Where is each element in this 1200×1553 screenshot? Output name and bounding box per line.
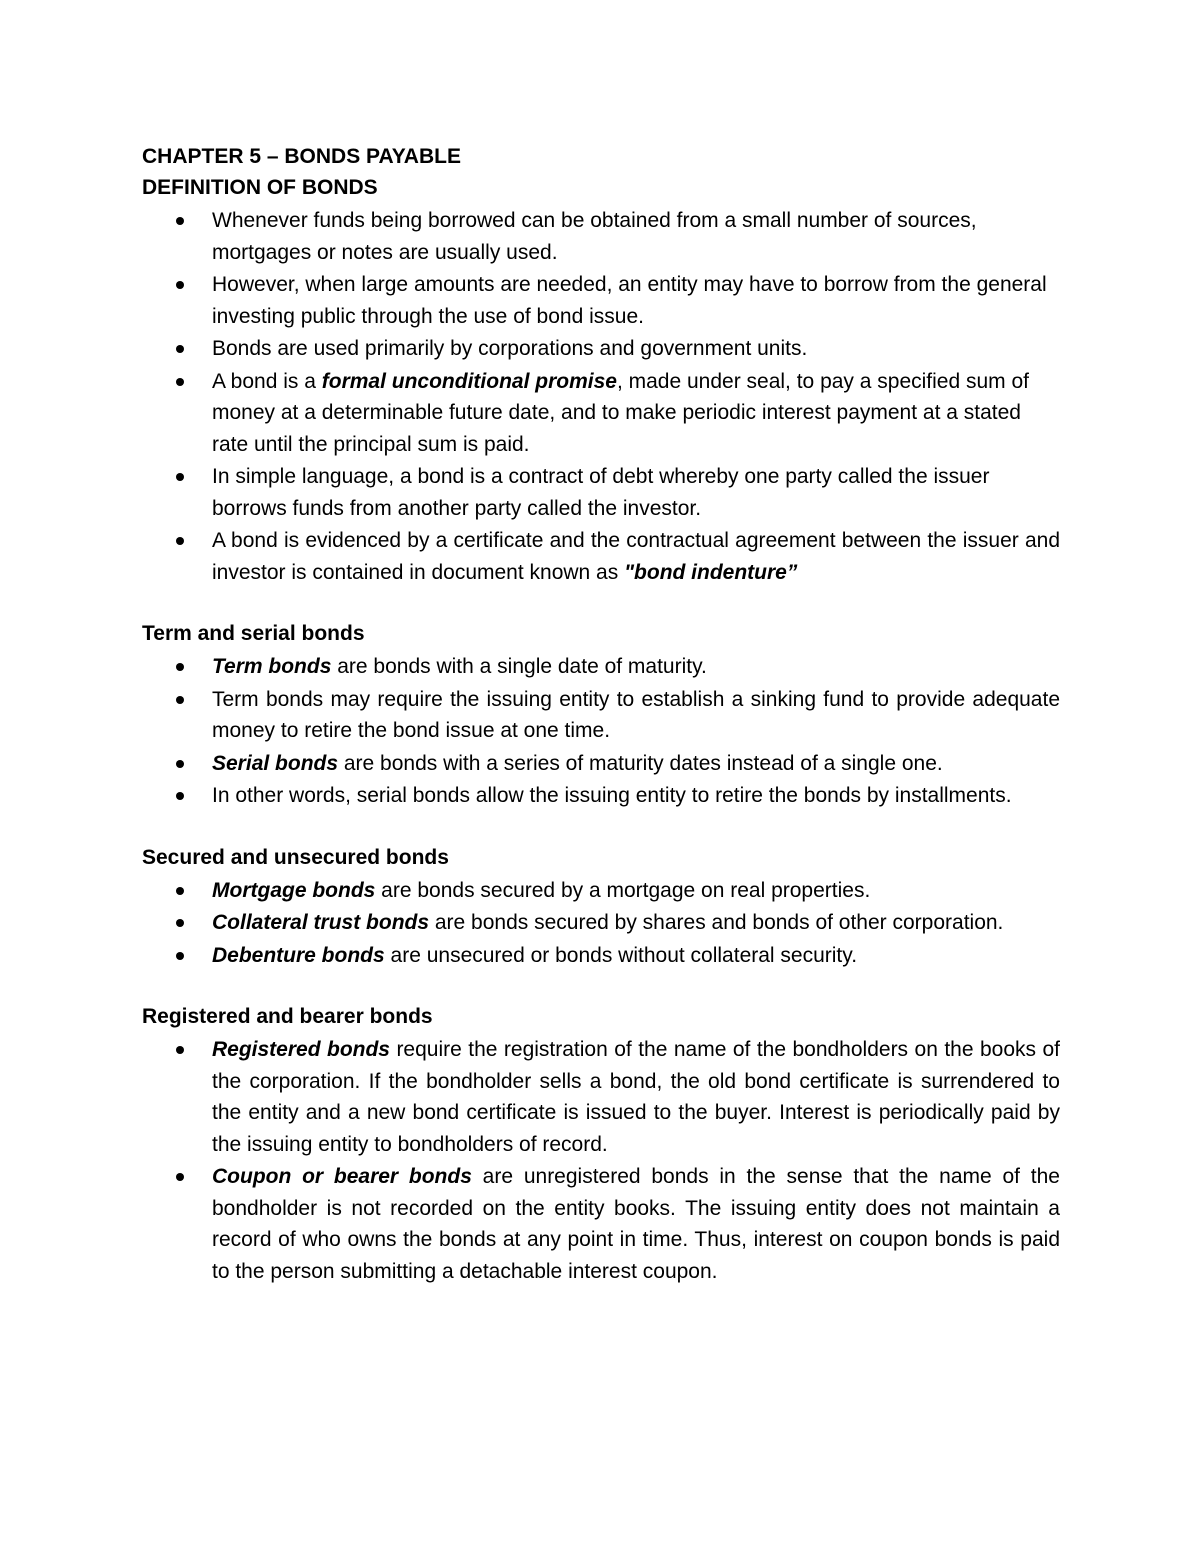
bullet-icon (176, 281, 184, 289)
section-heading-term-serial: Term and serial bonds (142, 622, 365, 645)
bullet-icon (176, 760, 184, 768)
section-heading-secured: Secured and unsecured bonds (142, 845, 449, 869)
list-item: Coupon or bearer bonds are unregistered bonds in the sense that the name of the bondholder is not recorded on the entity books. The issuing entity does not maintain a record of who owns the bonds at any point in time. Thus, interest on coupon bonds is paid to the person submitting a detachable interest coupon. (142, 1161, 1060, 1287)
list-item: Collateral trust bonds are bonds secured by shares and bonds of other corporation. (142, 907, 1060, 939)
section-heading-registered: Registered and bearer bonds (142, 1005, 433, 1028)
key-term: Debenture bonds (212, 943, 385, 967)
section-heading-definition: DEFINITION OF BONDS (142, 176, 378, 199)
section-registered (142, 1001, 1060, 1287)
list-item: A bond is evidenced by a certificate and the contractual agreement between the issuer and investor is contained in document known as "bond indenture” (142, 525, 1060, 588)
section-secured (142, 842, 1060, 972)
bullet-icon (176, 919, 184, 927)
key-term: Coupon or bearer bonds (212, 1165, 472, 1188)
key-term: formal unconditional promise (321, 369, 617, 393)
bullet-icon (176, 217, 184, 225)
bullet-icon (176, 952, 184, 960)
list-item: Term bonds may require the issuing entity to establish a sinking fund to provide adequate money to retire the bond issue at one time. (142, 684, 1060, 747)
bullet-icon (176, 792, 184, 800)
bullet-icon (176, 537, 184, 545)
bullet-icon (176, 345, 184, 353)
list-item: Debenture bonds are unsecured or bonds without collateral security. (142, 940, 1060, 972)
secured-list (142, 875, 1060, 972)
list-item: A bond is a formal unconditional promise, made under seal, to pay a specified sum of money at a determinable future date, and to make periodic interest payment at a stated rate until the principal sum is paid. (142, 366, 1060, 461)
key-term: Serial bonds (212, 751, 339, 775)
chapter-title: CHAPTER 5 – BONDS PAYABLE (142, 145, 461, 168)
list-item: Term bonds are bonds with a single date of maturity. (142, 651, 1060, 683)
definition-list (142, 205, 1060, 588)
list-item: Bonds are used primarily by corporations and government units. (142, 333, 1060, 365)
bullet-icon (176, 1046, 184, 1054)
key-term: Collateral trust bonds (212, 911, 430, 934)
list-item: However, when large amounts are needed, an entity may have to borrow from the general investing public through the use of bond issue. (142, 269, 1060, 332)
key-term: Registered bonds (212, 1038, 390, 1061)
bullet-icon (176, 1173, 184, 1181)
key-term: "bond indenture” (624, 560, 798, 584)
registered-list (142, 1034, 1060, 1287)
bullet-icon (176, 663, 184, 671)
list-item: In simple language, a bond is a contract of debt whereby one party called the issuer borrows funds from another party called the investor. (142, 461, 1060, 524)
section-definition (142, 141, 1060, 588)
list-item: In other words, serial bonds allow the issuing entity to retire the bonds by installments. (142, 780, 1060, 812)
bullet-icon (176, 473, 184, 481)
document-content (142, 141, 1060, 1288)
list-item: Mortgage bonds are bonds secured by a mortgage on real properties. (142, 875, 1060, 907)
list-item: Serial bonds are bonds with a series of maturity dates instead of a single one. (142, 748, 1060, 780)
term-serial-list (142, 651, 1060, 812)
key-term: Term bonds (212, 655, 332, 678)
section-term-serial (142, 618, 1060, 812)
list-item: Whenever funds being borrowed can be obtained from a small number of sources, mortgages or notes are usually used. (142, 205, 1060, 268)
key-term: Mortgage bonds (212, 878, 376, 902)
bullet-icon (176, 696, 184, 704)
bullet-icon (176, 887, 184, 895)
list-item: Registered bonds require the registration of the name of the bondholders on the books of the corporation. If the bondholder sells a bond, the old bond certificate is surrendered to the entity and a new bond certificate is issued to the buyer. Interest is periodically paid by the issuing entity to bondholders of record. (142, 1034, 1060, 1160)
bullet-icon (176, 378, 184, 386)
